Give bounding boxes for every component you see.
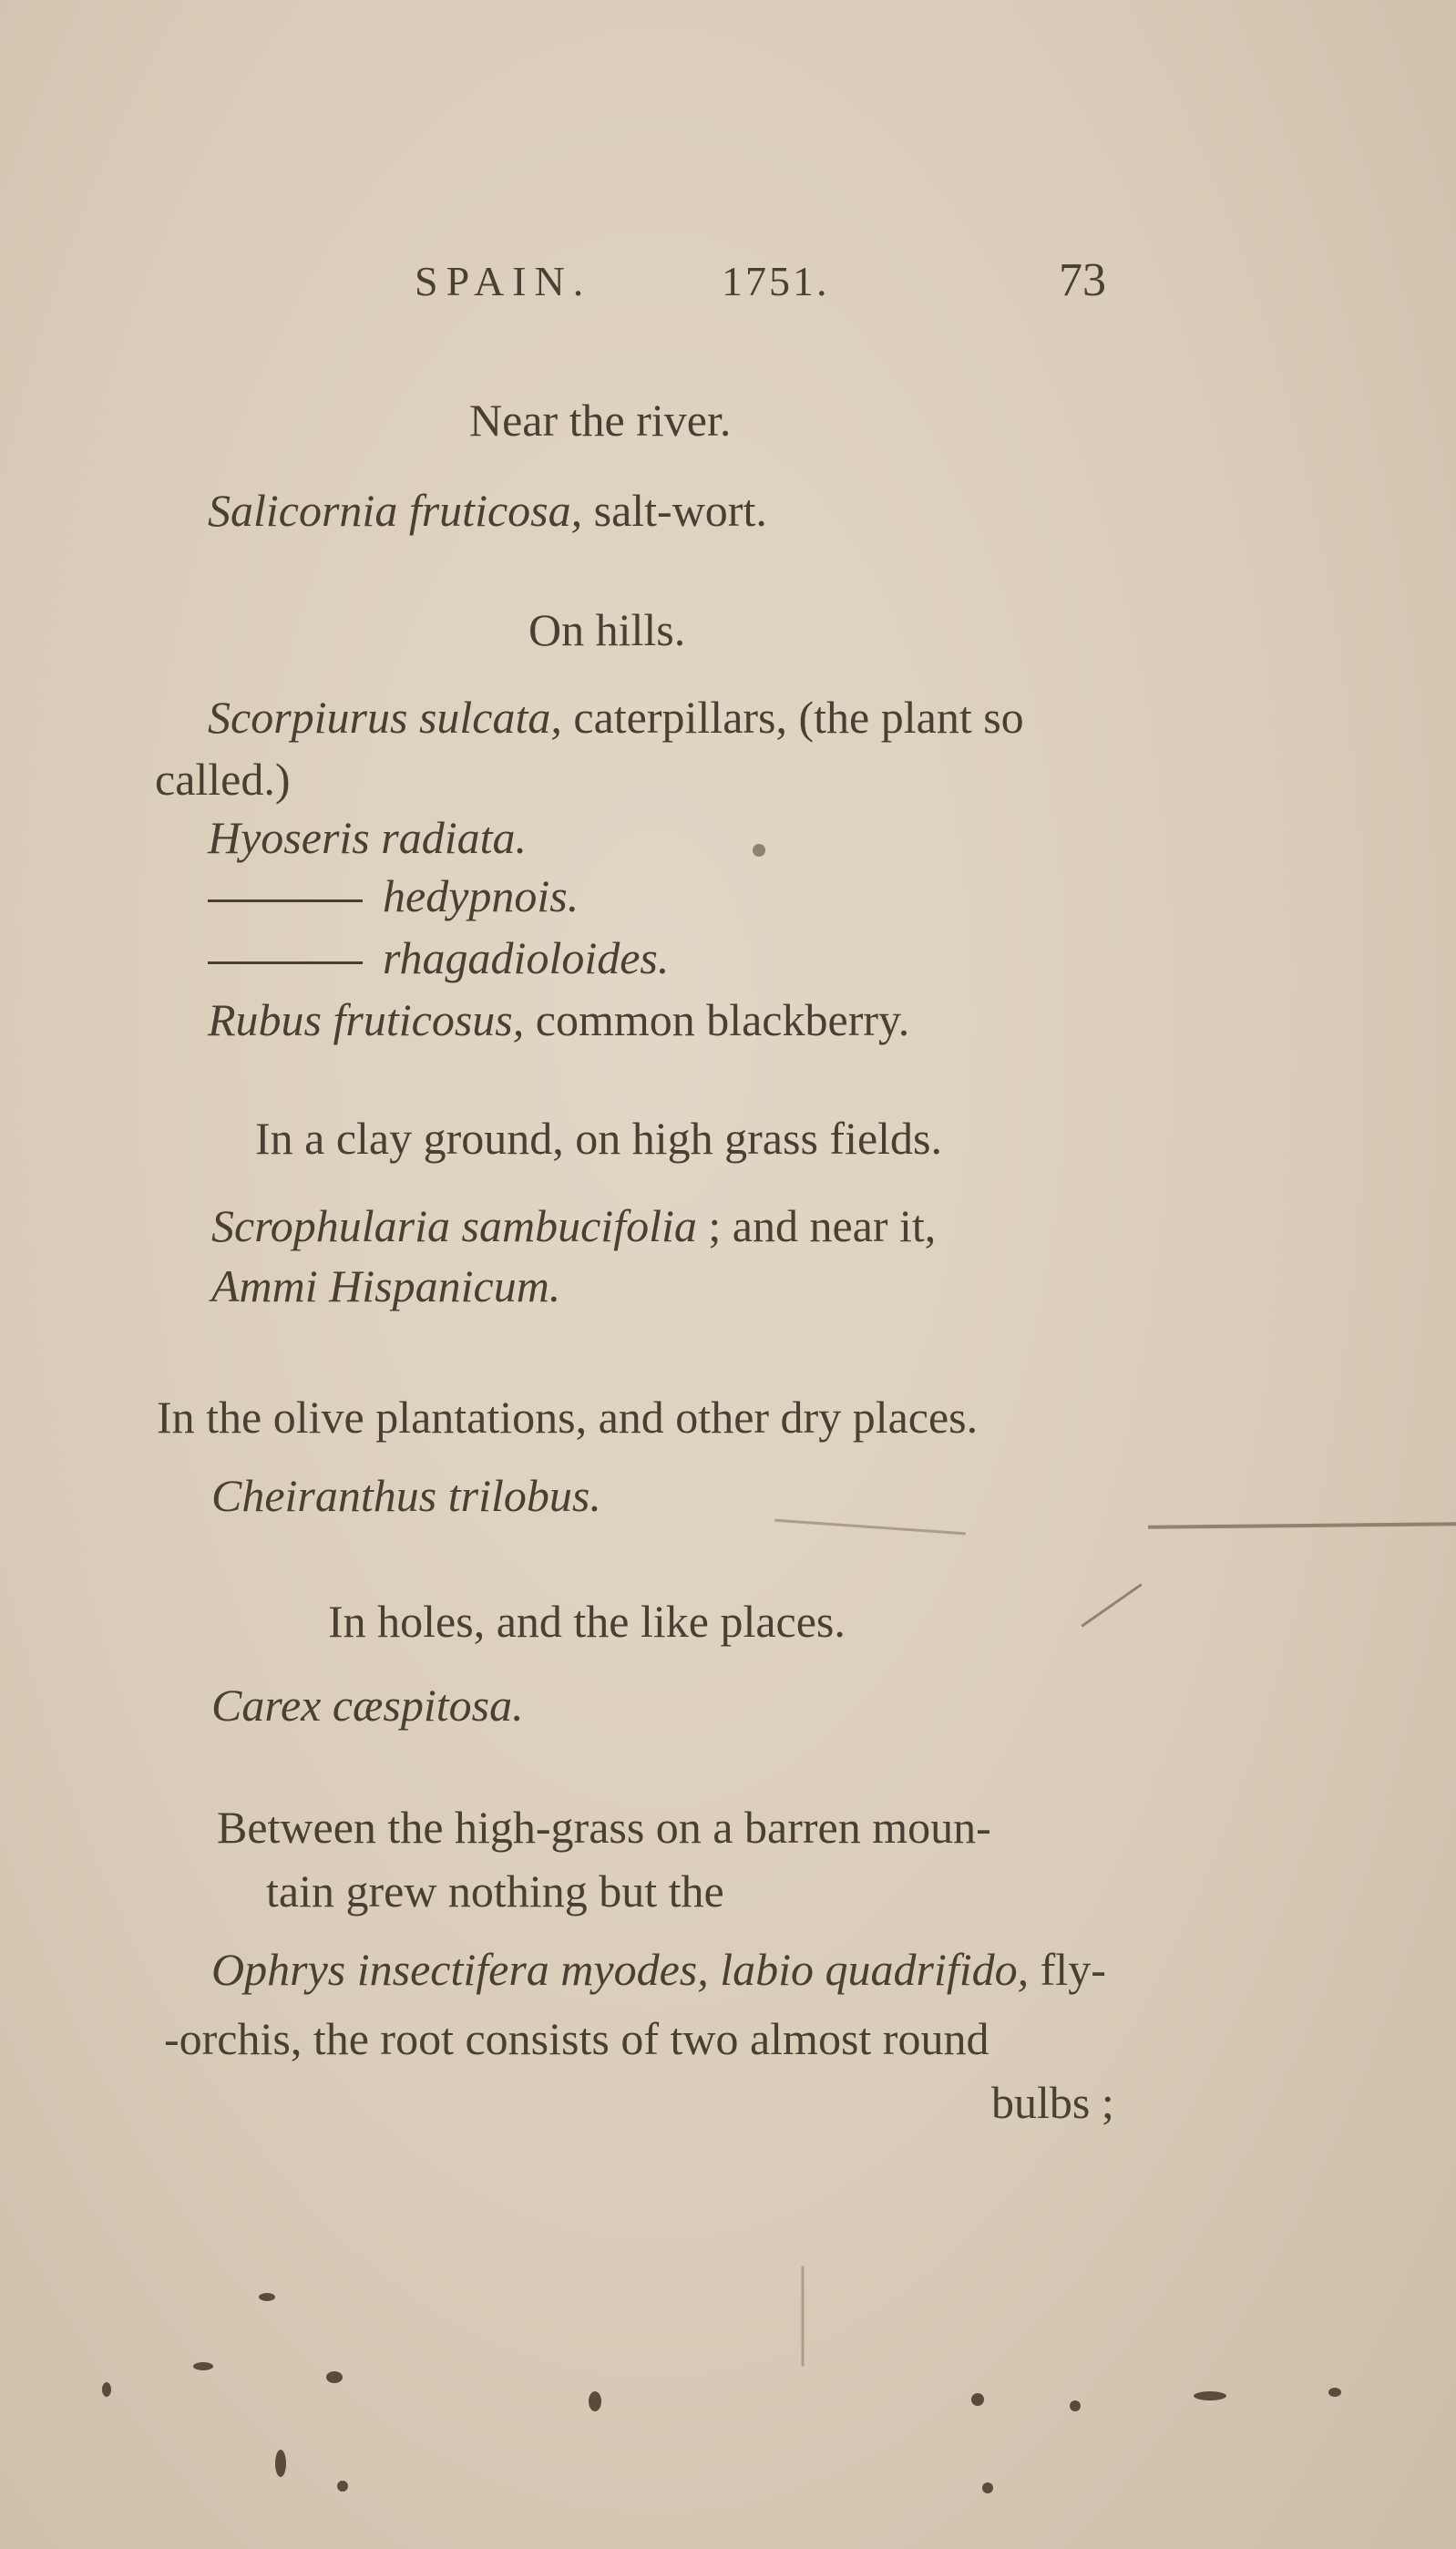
entry-carex: Carex cæspitosa. [211, 1680, 524, 1731]
latin-name: Ophrys insectifera myodes, labio quadrifido, [211, 1944, 1030, 1995]
latin-name: hedypnois. [383, 870, 579, 921]
entry-hyoseris: Hyoseris radiata. [208, 812, 527, 863]
foxing-spot [1328, 2388, 1341, 2397]
foxing-spot [589, 2391, 601, 2411]
foxing-spot [971, 2393, 984, 2406]
latin-name: Scrophularia sambucifolia [211, 1200, 697, 1251]
common-name: caterpillars, (the plant so [561, 692, 1024, 743]
foxing-spot [1070, 2400, 1081, 2411]
section-heading-hills: On hills. [528, 604, 686, 655]
latin-name: Salicornia fruticosa, [208, 485, 583, 536]
paper-crease [1081, 1583, 1142, 1627]
entry-cheiranthus: Cheiranthus trilobus. [211, 1470, 601, 1521]
foxing-spot [275, 2450, 286, 2477]
foxing-spot [982, 2482, 993, 2493]
foxing-spot [193, 2362, 213, 2370]
entry-scorpiurus [208, 692, 1024, 743]
foxing-spot [259, 2293, 275, 2301]
foxing-spot [753, 844, 765, 857]
latin-name: Scorpiurus sulcata, [208, 692, 562, 743]
common-name: fly- [1029, 1944, 1106, 1995]
entry-rubus [208, 994, 910, 1045]
ditto-dash [208, 899, 363, 902]
paper-crease [802, 2266, 805, 2367]
foxing-spot [1194, 2391, 1226, 2400]
latin-name: Rubus fruticosus, [208, 994, 525, 1045]
page-number: 73 [1059, 254, 1106, 306]
common-name: common blackberry. [524, 994, 910, 1045]
paragraph-line-2: tain grew nothing but the [266, 1865, 724, 1917]
paragraph-line-1: Between the high-grass on a barren moun- [217, 1802, 991, 1853]
latin-name: rhagadioloides. [383, 932, 670, 983]
foxing-spot [337, 2481, 348, 2492]
paper-crease [1148, 1522, 1456, 1529]
entry-ammi: Ammi Hispanicum. [211, 1260, 561, 1311]
foxing-spot [102, 2382, 111, 2397]
note: ; and near it, [696, 1200, 937, 1251]
paragraph-line-5: bulbs ; [991, 2077, 1114, 2128]
running-head-title: SPAIN. [415, 258, 592, 304]
foxing-spot [326, 2371, 343, 2383]
paragraph-line-4: -orchis, the root consists of two almost round [164, 2013, 989, 2064]
entry-scrophularia [211, 1200, 937, 1251]
paragraph-line-3 [211, 1944, 1106, 1995]
common-name: salt-wort. [582, 485, 767, 536]
entry-salicornia [208, 485, 767, 536]
section-heading-clay: In a clay ground, on high grass fields. [255, 1113, 943, 1164]
section-heading-holes: In holes, and the like places. [328, 1596, 846, 1647]
paper-crease [774, 1519, 966, 1536]
section-heading-olive: In the olive plantations, and other dry places. [157, 1392, 979, 1443]
entry-hedypnois [208, 870, 579, 921]
ditto-dash [208, 961, 363, 964]
section-heading-river: Near the river. [469, 395, 732, 446]
entry-rhagadioloides [208, 932, 670, 983]
entry-scorpiurus-continuation: called.) [155, 754, 291, 805]
running-head-year: 1751. [722, 258, 830, 304]
